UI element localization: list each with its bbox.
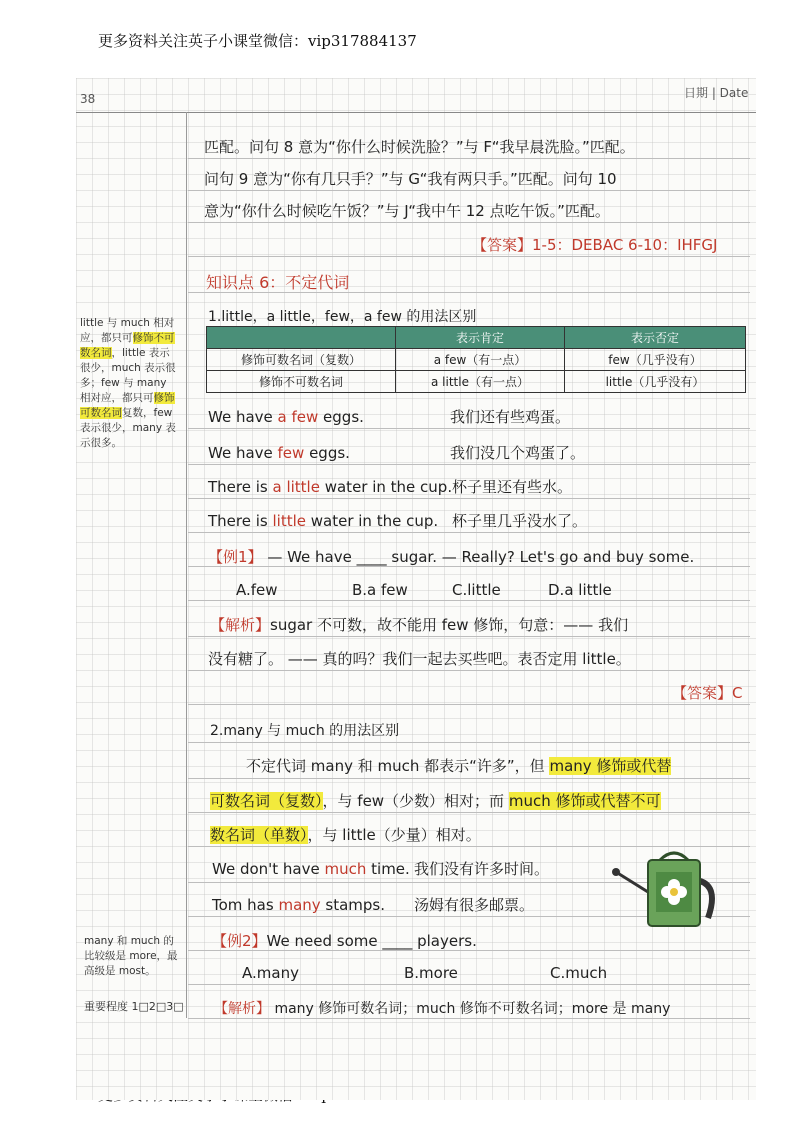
example-1-analysis: [210, 614, 628, 635]
option: B.more: [404, 964, 458, 982]
example-translation: 杯子里几乎没水了。: [452, 512, 588, 530]
example-sentence: [208, 408, 364, 426]
example-text: water in the cup.: [305, 512, 439, 530]
example-1-tag: 【例1】: [208, 548, 263, 566]
header-rule: [76, 112, 756, 113]
section2-line-2: [210, 790, 661, 811]
ruled-line: [188, 464, 750, 465]
side-note-2: many 和 much 的比较级是 more，最高级是 most。: [84, 935, 178, 977]
margin-line: [186, 112, 187, 1018]
watering-can-illustration: [612, 850, 724, 930]
example-keyword: much: [324, 860, 367, 878]
option: B.a few: [352, 581, 408, 599]
section2-line-3: [210, 824, 481, 845]
example-2-question: [212, 930, 477, 951]
table-cell: a few（有一点）: [396, 349, 565, 371]
ruled-line: [188, 670, 750, 671]
ruled-line: [188, 778, 750, 779]
section2-line-1: [246, 755, 671, 776]
analysis-tag: 【解析】: [214, 1001, 270, 1017]
option: A.few: [236, 581, 278, 599]
table-cell: little（几乎没有）: [565, 371, 746, 393]
analysis-text: sugar 不可数，故不能用 few 修饰，句意：—— 我们: [270, 616, 629, 634]
example-sentence: [212, 860, 410, 878]
usage-table: [206, 326, 746, 393]
table-header-cell: [207, 327, 396, 349]
example-translation: 我们还有些鸡蛋。: [450, 408, 571, 426]
can-spout-head: [612, 868, 620, 876]
example-translation: 汤姆有很多邮票。: [414, 896, 535, 914]
example-text: There is: [208, 512, 273, 530]
example-text: eggs.: [304, 444, 350, 462]
page-number: 38: [80, 92, 96, 106]
table-cell: 修饰不可数名词: [207, 371, 396, 393]
analysis-text: many 修饰可数名词；much 修饰不可数名词；more 是 many: [274, 1001, 671, 1017]
answer-1: 【答案】1-5：DEBAC 6-10：IHFGJ: [472, 236, 718, 254]
example-2-tag: 【例2】: [212, 932, 267, 950]
option: A.many: [242, 964, 299, 982]
example-1-text: — We have ____ sugar. — Really? Let's go and buy some.: [267, 548, 695, 566]
side-note-1: [80, 316, 180, 451]
ruled-line: [188, 158, 750, 159]
ruled-line: [188, 190, 750, 191]
highlight-text: 修饰不可数名词: [80, 332, 175, 359]
ruled-line: [188, 742, 750, 743]
section2-text: 不定代词 many 和 much 都表示“许多”，但: [246, 757, 550, 775]
example-sentence: [208, 512, 438, 530]
table-row: [207, 349, 746, 371]
date-label: 日期 | Date: [684, 86, 749, 100]
answer-2: 【答案】C: [672, 684, 743, 702]
section2-text: ，与 little（少量）相对。: [307, 826, 481, 844]
highlight-text: much 修饰或代替不可: [508, 792, 661, 810]
side-note-text: little 与 much 相对应，都只可: [80, 317, 175, 344]
example-translation: 我们没几个鸡蛋了。: [450, 444, 586, 462]
example-text: eggs.: [318, 408, 364, 426]
example-1-question: [208, 546, 694, 567]
example-text: We have: [208, 408, 278, 426]
ruled-line: [188, 1018, 750, 1019]
example-keyword: little: [272, 512, 306, 530]
example-text: stamps.: [320, 896, 386, 914]
section2-title: 2.many 与 much 的用法区别: [210, 723, 400, 739]
example-translation: 我们没有许多时间。: [414, 860, 550, 878]
intro-line-2: 问句 9 意为“你有几只手？”与 G“我有两只手。”匹配。问句 10: [204, 170, 617, 188]
highlight-text: 修饰可数名词: [80, 392, 175, 419]
highlight-text: many 修饰或代替: [549, 757, 672, 775]
highlight-text: 可数名词（复数）: [210, 792, 323, 810]
example-keyword: many: [278, 896, 321, 914]
knowledge-title: 知识点 6：不定代词: [206, 273, 350, 292]
example-translation: 杯子里还有些水。: [452, 478, 573, 496]
table-header-cell: 表示否定: [565, 327, 746, 349]
can-spout: [616, 872, 648, 892]
importance-rating: 重要程度 1□2□3□: [84, 1000, 184, 1013]
option: C.much: [550, 964, 608, 982]
can-top-handle: [660, 853, 688, 860]
table-row: [207, 371, 746, 393]
option: C.little: [452, 581, 501, 599]
ruled-line: [188, 498, 750, 499]
example-text: water in the cup.: [319, 478, 453, 496]
ruled-line: [188, 532, 750, 533]
watermark-top: 更多资料关注英子小课堂微信：vip317884137: [98, 32, 417, 50]
ruled-line: [188, 704, 750, 705]
ruled-line: [188, 600, 750, 601]
side-note-text: ，little 表示很少，much 表示很多；few 与 many 相对应，都只可: [80, 347, 176, 404]
table-header-cell: 表示肯定: [396, 327, 565, 349]
example-keyword: few: [277, 444, 305, 462]
ruled-line: [188, 222, 750, 223]
ruled-line: [188, 812, 750, 813]
example-sentence: [212, 896, 385, 914]
intro-line-1: 匹配。问句 8 意为“你什么时候洗脸？”与 F“我早晨洗脸。”匹配。: [204, 138, 635, 156]
analysis-tag: 【解析】: [210, 616, 271, 634]
intro-line-3: 意为“你什么时候吃午饭？”与 J“我中午 12 点吃午饭。”匹配。: [204, 202, 610, 220]
highlight-text: 数名词（单数）: [210, 826, 308, 844]
ruled-line: [188, 256, 750, 257]
section2-text: ，与 few（少数）相对；而: [322, 792, 509, 810]
example-2-text: We need some ____ players.: [266, 932, 477, 950]
example-text: time.: [366, 860, 410, 878]
example-text: Tom has: [212, 896, 279, 914]
example-1-analysis-cont: 没有糖了。 —— 真的吗？我们一起去买些吧。表否定用 little。: [208, 650, 631, 668]
example-sentence: [208, 478, 452, 496]
example-text: We have: [208, 444, 278, 462]
ruled-line: [188, 636, 750, 637]
example-text: There is: [208, 478, 273, 496]
option: D.a little: [548, 581, 612, 599]
table-cell: 修饰可数名词（复数）: [207, 349, 396, 371]
example-keyword: a few: [277, 408, 319, 426]
ruled-line: [188, 984, 750, 985]
example-text: We don't have: [212, 860, 325, 878]
ruled-line: [188, 428, 750, 429]
ruled-line: [188, 846, 750, 847]
example-2-analysis: [214, 998, 670, 1018]
example-sentence: [208, 444, 350, 462]
table-cell: a little（有一点）: [396, 371, 565, 393]
section1-title: 1.little，a little，few，a few 的用法区别: [208, 309, 477, 325]
table-header-row: [207, 327, 746, 349]
example-keyword: a little: [272, 478, 320, 496]
table-cell: few（几乎没有）: [565, 349, 746, 371]
side-note-text: 复数，few 表示很少，many 表示很多。: [80, 407, 176, 449]
